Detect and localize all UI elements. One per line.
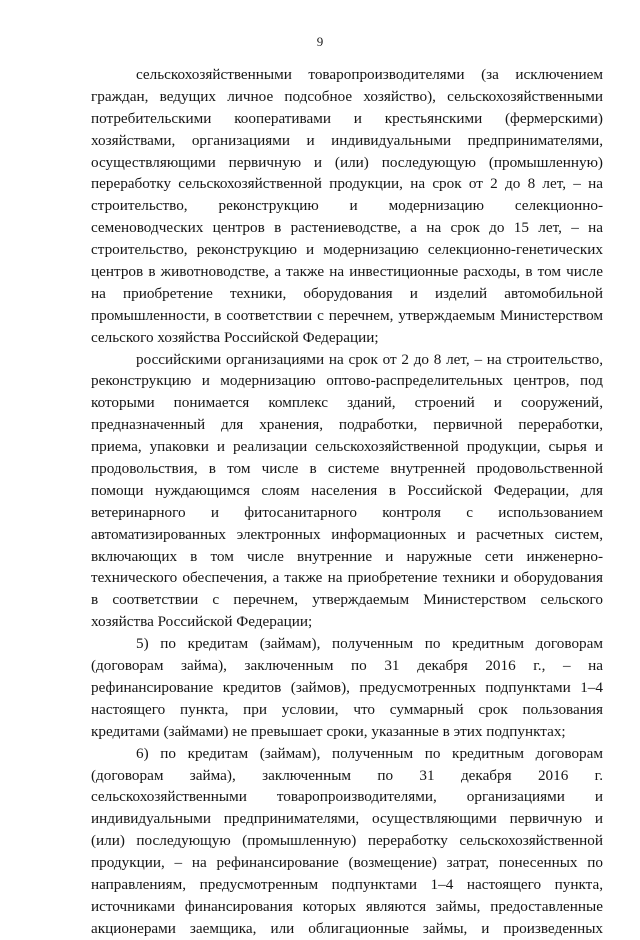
text-line: (договорам займа), заключенным по 31 декабря 2016 г., – на xyxy=(91,657,603,675)
text-line: центров в животноводстве, а также на инвестиционные расходы, в том числе xyxy=(91,263,603,281)
text-line: переработку сельскохозяйственной продукции, на срок от 2 до 8 лет, – на xyxy=(91,175,603,193)
text-line: сельского хозяйства Российской Федерации; xyxy=(91,328,379,346)
text-line: настоящего пункта, при условии, что суммарный срок пользования xyxy=(91,700,603,718)
text-line: 6) по кредитам (займам), полученным по кредитным договорам xyxy=(136,744,603,762)
text-line: акционерами заемщика, или облигационные займы, и произведенных xyxy=(91,919,603,937)
text-line: строительство, реконструкцию и модернизацию селекционно-генетических xyxy=(91,241,603,259)
text-line: продукции, – на рефинансирование (возмещение) затрат, понесенных по xyxy=(91,854,603,872)
page-number: 9 xyxy=(316,34,324,49)
text-line: 5) по кредитам (займам), полученным по кредитным договорам xyxy=(136,635,603,653)
text-line: потребительскими кооперативами и крестьянскими (фермерскими) xyxy=(91,109,603,127)
text-line: (или) последующую (промышленную) переработку сельскохозяйственной xyxy=(91,832,603,850)
text-line: промышленности, в соответствии с перечнем, утверждаемым Министерством xyxy=(91,306,603,324)
text-line: сельскохозяйственными товаропроизводителями, организациями и xyxy=(91,788,603,806)
text-line: индивидуальными предпринимателями, осуществляющими первичную и xyxy=(91,810,603,828)
text-line: российскими организациями на срок от 2 до 8 лет, – на строительство, xyxy=(136,350,603,368)
text-line: хозяйства Российской Федерации; xyxy=(91,613,313,631)
text-line: предназначенный для хранения, подработки, первичной переработки, xyxy=(91,416,603,434)
text-line: автоматизированных электронных информационных и расчетных систем, xyxy=(91,525,603,543)
text-line: помощи нуждающимся слоям населения в Российской Федерации, для xyxy=(91,481,603,499)
text-line: строительство, реконструкцию и модернизацию селекционно- xyxy=(91,197,603,215)
text-line: семеноводческих центров в растениеводстве, а на срок до 15 лет, – на xyxy=(91,219,603,237)
text-line: осуществляющими первичную и (или) последующую (промышленную) xyxy=(91,153,603,171)
text-line: в соответствии с перечнем, утверждаемым Министерством сельского xyxy=(91,591,603,609)
text-line: источниками финансирования которых являются займы, предоставленные xyxy=(91,897,603,915)
text-line: сельскохозяйственными товаропроизводителями (за исключением xyxy=(136,66,603,83)
text-line: приема, упаковки и реализации сельскохозяйственной продукции, сырья и xyxy=(91,438,603,456)
text-line: направлениям, предусмотренным подпунктами 1–4 настоящего пункта, xyxy=(91,875,603,893)
text-line: кредитами (займами) не превышает сроки, указанные в этих подпунктах; xyxy=(91,722,566,740)
text-line: ветеринарного и фитосанитарного контроля с использованием xyxy=(91,503,603,521)
text-line: которыми понимается комплекс зданий, строений и сооружений, xyxy=(91,394,603,412)
text-line: технического обеспечения, а также на приобретение техники и оборудования xyxy=(91,569,603,587)
text-line: включающих в том числе внутренние и наружные сети инженерно- xyxy=(91,547,603,565)
text-line: продовольствия, в том числе в системе внутренней продовольственной xyxy=(91,460,603,478)
text-line: граждан, ведущих личное подсобное хозяйство), сельскохозяйственными xyxy=(91,87,603,105)
text-line: рефинансирование кредитов (займов), предусмотренных подпунктами 1–4 xyxy=(91,678,603,696)
text-line: реконструкцию и модернизацию оптово-распределительных центров, под xyxy=(91,372,603,390)
text-line: (договорам займа), заключенным по 31 декабря 2016 г. xyxy=(91,766,603,784)
text-line: на приобретение техники, оборудования и изделий автомобильной xyxy=(91,284,603,302)
body-text xyxy=(91,64,603,940)
text-line: хозяйствами, организациями и индивидуальными предпринимателями, xyxy=(91,131,603,149)
